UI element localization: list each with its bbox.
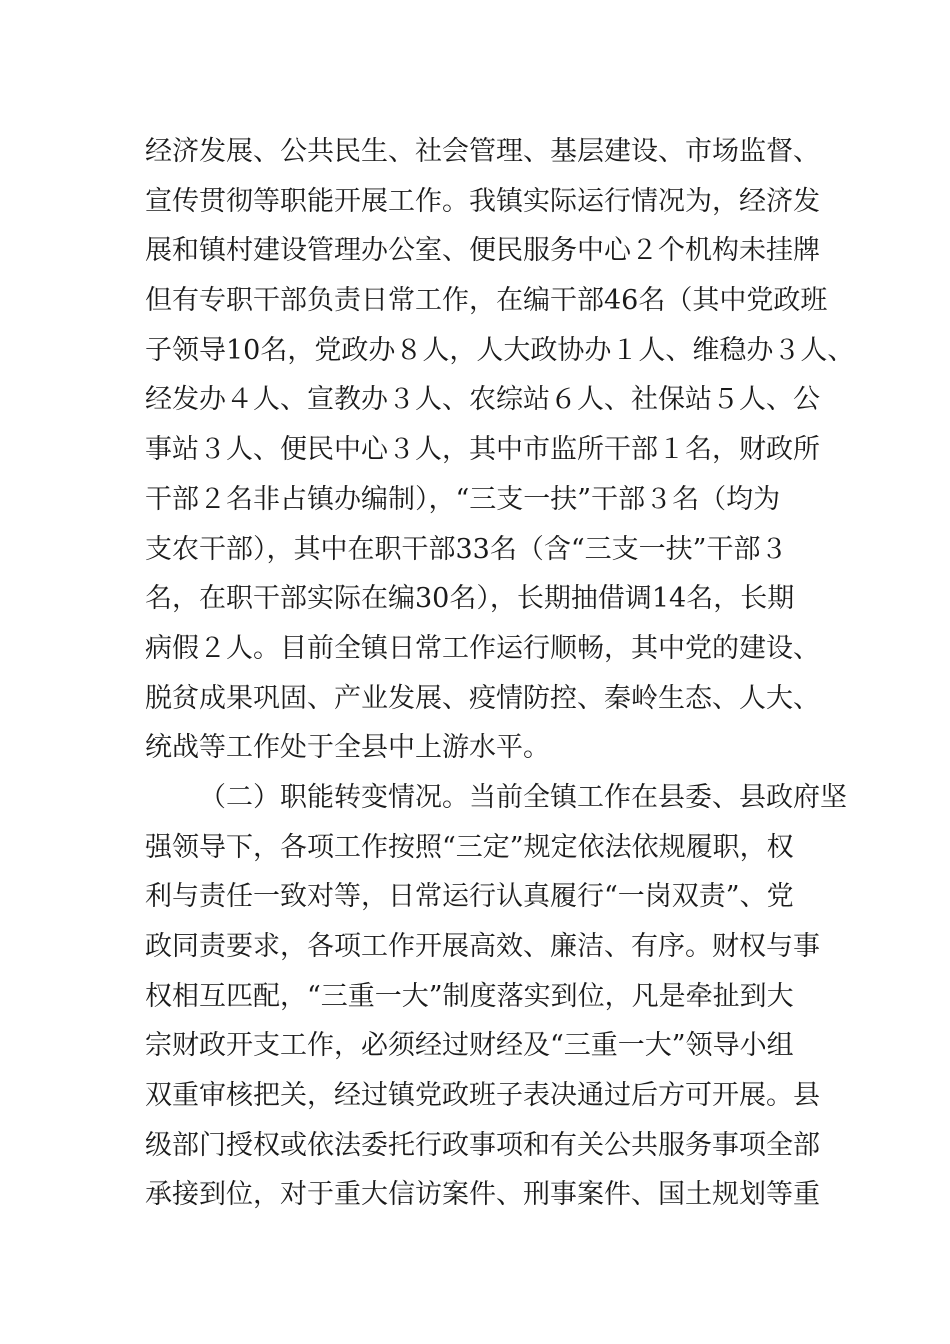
text-line: 展和镇村建设管理办公室、便民服务中心２个机构未挂牌	[145, 235, 820, 267]
text-line: 但有专职干部负责日常工作，在编干部46名（其中党政班	[145, 285, 828, 317]
paragraph-1	[145, 127, 855, 773]
text-line: 政同责要求，各项工作开展高效、廉洁、有序。财权与事	[145, 931, 820, 962]
text-line: 干部２名非占镇办编制），“三支一扶”干部３名（均为	[145, 483, 781, 515]
text-line: 权相互匹配，“三重一大”制度落实到位，凡是牵扯到大	[145, 980, 794, 1012]
text-line: 宗财政开支工作，必须经过财经及“三重一大”领导小组	[145, 1030, 794, 1062]
text-line: （二）职能转变情况。当前全镇工作在县委、县政府坚	[199, 781, 847, 813]
text-line: 经济发展、公共民生、社会管理、基层建设、市场监督、	[145, 136, 820, 167]
text-line: 承接到位，对于重大信访案件、刑事案件、国土规划等重	[145, 1179, 820, 1211]
text-line: 支农干部），其中在职干部33名（含“三支一扶”干部３	[145, 533, 788, 565]
text-line: 利与责任一致对等，日常运行认真履行“一岗双责”、党	[145, 881, 794, 913]
text-line: 病假２人。目前全镇日常工作运行顺畅，其中党的建设、	[145, 632, 820, 664]
text-line: 宣传贯彻等职能开展工作。我镇实际运行情况为，经济发	[145, 185, 820, 217]
text-line: 双重审核把关，经过镇党政班子表决通过后方可开展。县	[145, 1080, 820, 1112]
text-line: 事站３人、便民中心３人，其中市监所干部１名，财政所	[145, 434, 820, 466]
text-line: 强领导下，各项工作按照“三定”规定依法依规履职，权	[145, 831, 794, 863]
paragraph-2	[145, 773, 847, 1220]
document-body	[145, 127, 855, 1220]
text-line: 脱贫成果巩固、产业发展、疫情防控、秦岭生态、人大、	[145, 682, 820, 714]
text-line: 统战等工作处于全县中上游水平。	[145, 732, 550, 764]
text-line: 名，在职干部实际在编30名），长期抽借调14名，长期	[145, 583, 795, 615]
text-line: 经发办４人、宣教办３人、农综站６人、社保站５人、公	[145, 384, 820, 416]
text-line: 级部门授权或依法委托行政事项和有关公共服务事项全部	[145, 1129, 820, 1161]
text-line: 子领导10名，党政办８人，人大政协办１人、维稳办３人、	[145, 334, 855, 366]
